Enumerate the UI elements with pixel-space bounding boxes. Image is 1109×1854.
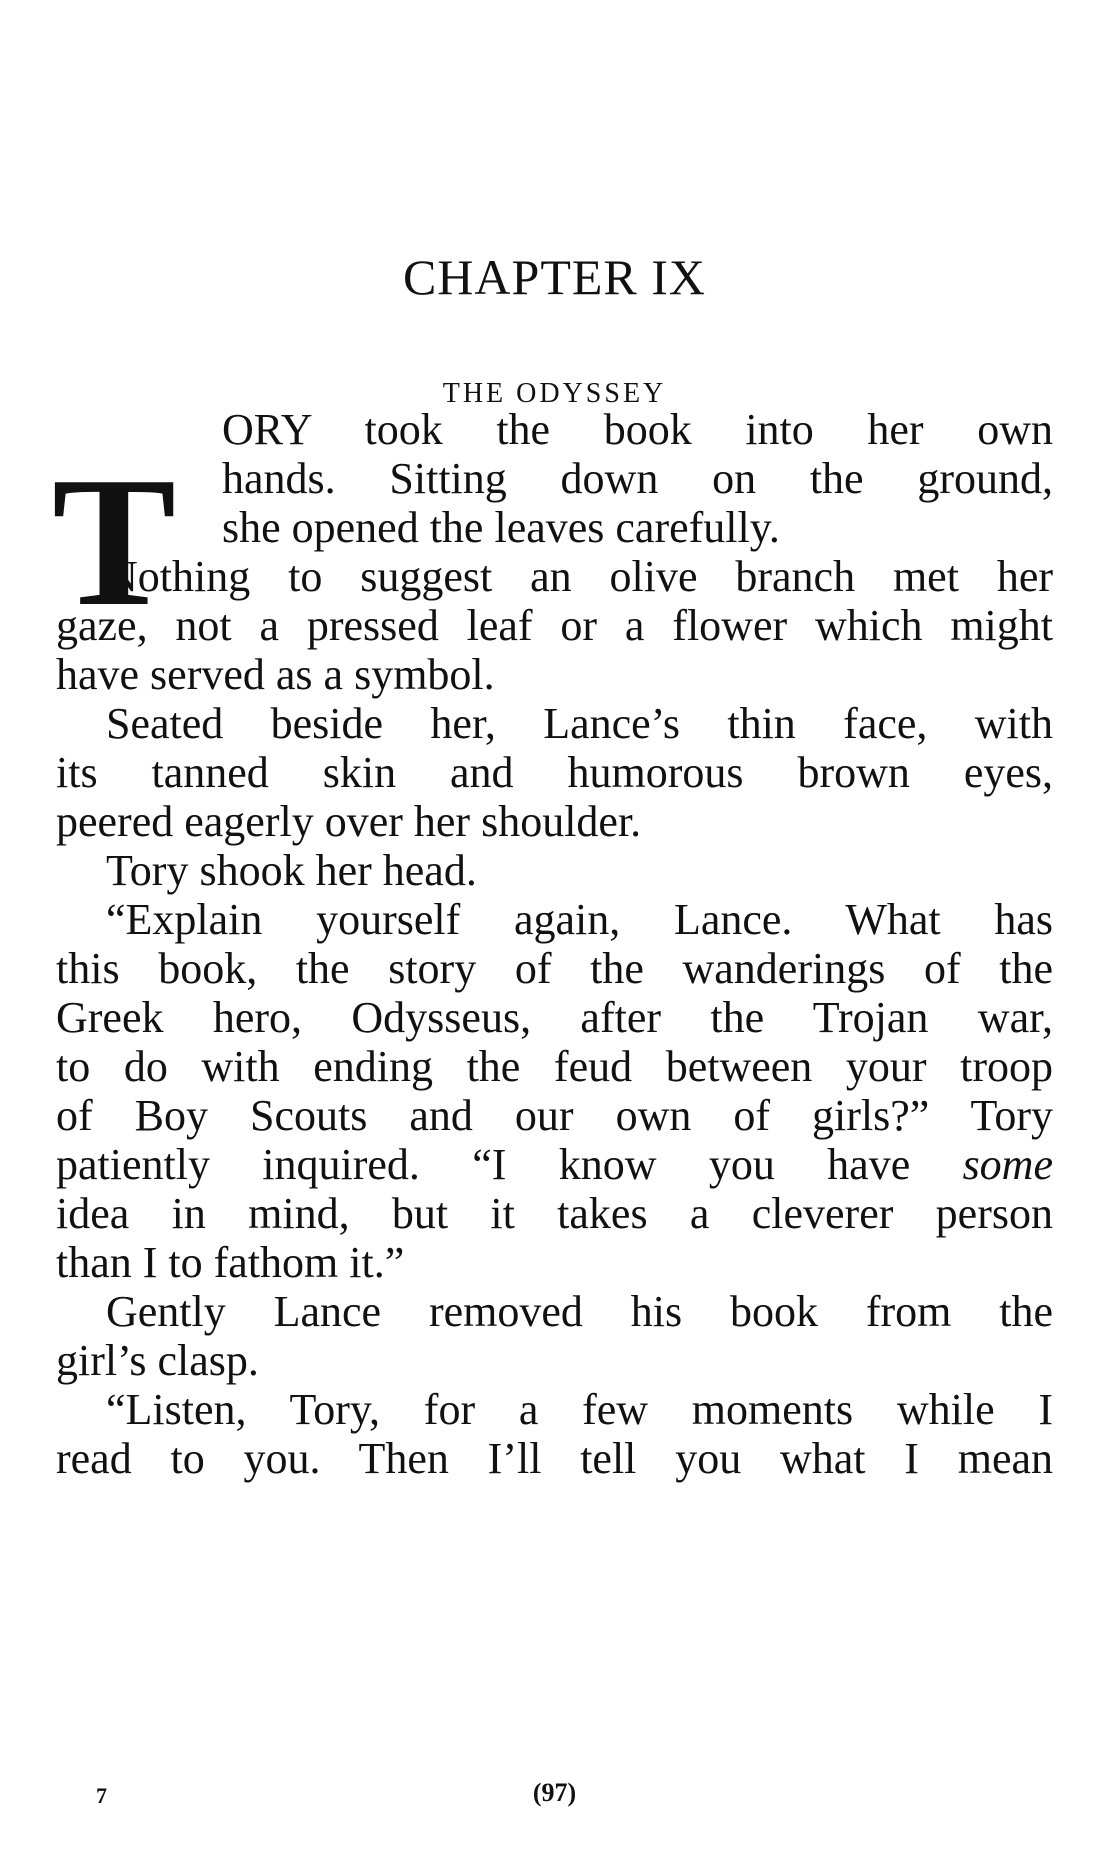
- text-line: its tanned skin and humorous brown eyes,: [56, 748, 1053, 797]
- page-number: (97): [532, 1778, 577, 1807]
- text-line: [56, 1137, 1053, 1193]
- text-line: ORY took the book into her own: [222, 405, 1053, 454]
- text-line: this book, the story of the wanderings of the: [56, 944, 1053, 993]
- text-line: than I to fathom it.”: [56, 1238, 405, 1287]
- signature-mark: 7: [96, 1783, 107, 1808]
- text-line-segment: patiently inquired. “I know you have: [56, 1140, 963, 1189]
- emphasized-word: some: [962, 1140, 1053, 1189]
- drop-cap-letter: T: [52, 439, 177, 645]
- text-line: “Listen, Tory, for a few moments while I: [106, 1385, 1053, 1434]
- text-line: hands. Sitting down on the ground,: [222, 454, 1053, 503]
- text-line: she opened the leaves carefully.: [222, 503, 780, 552]
- text-line: to do with ending the feud between your troop: [56, 1042, 1053, 1091]
- text-line: “Explain yourself again, Lance. What has: [106, 895, 1053, 944]
- text-line: have served as a symbol.: [56, 650, 495, 699]
- chapter-subtitle: THE ODYSSEY: [442, 378, 667, 409]
- text-line: Gently Lance removed his book from the: [106, 1287, 1053, 1336]
- text-line: Greek hero, Odysseus, after the Trojan war,: [56, 993, 1053, 1042]
- text-line: Nothing to suggest an olive branch met her: [106, 552, 1053, 601]
- text-line: Tory shook her head.: [106, 846, 477, 895]
- text-line: read to you. Then I’ll tell you what I mean: [56, 1434, 1053, 1483]
- text-line: peered eagerly over her shoulder.: [56, 797, 642, 846]
- text-line: Seated beside her, Lance’s thin face, with: [106, 699, 1053, 748]
- chapter-title: CHAPTER IX: [402, 249, 707, 305]
- text-line: idea in mind, but it takes a cleverer person: [56, 1189, 1053, 1238]
- text-line: girl’s clasp.: [56, 1336, 259, 1385]
- text-line: gaze, not a pressed leaf or a flower which might: [56, 601, 1053, 650]
- text-line: of Boy Scouts and our own of girls?” Tory: [56, 1091, 1053, 1140]
